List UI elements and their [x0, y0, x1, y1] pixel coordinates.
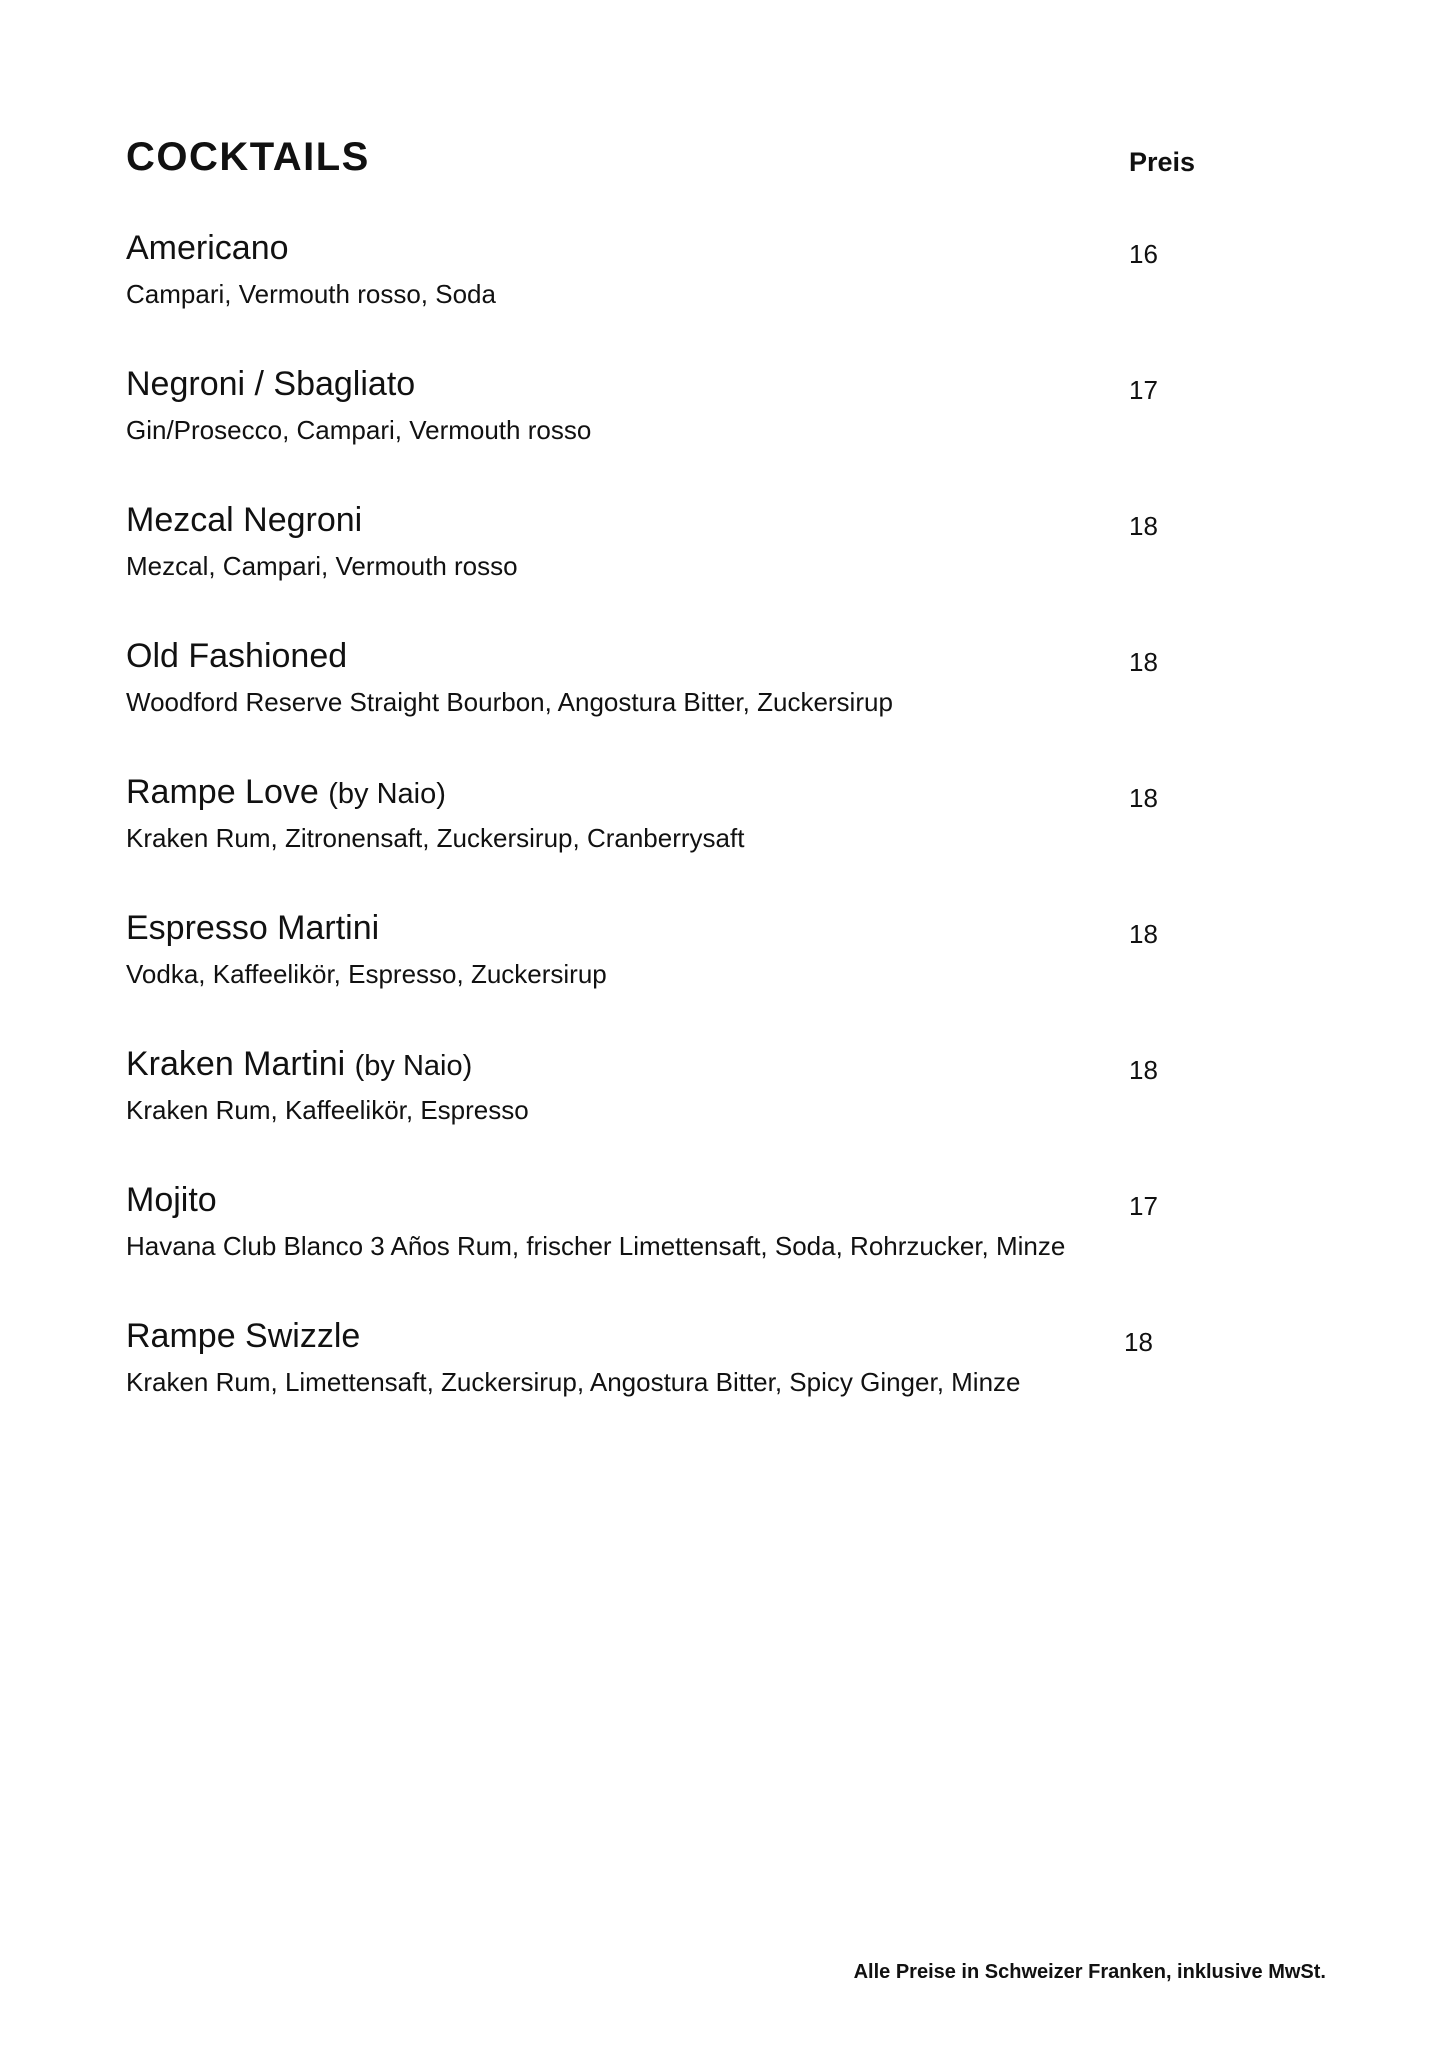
item-description: Kraken Rum, Kaffeelikör, Espresso [126, 1095, 529, 1125]
item-name: Rampe Love (by Naio) [126, 773, 446, 811]
item-name: Mojito [126, 1181, 217, 1219]
item-price: 16 [1129, 239, 1158, 269]
menu-item [126, 635, 1326, 771]
item-price: 18 [1129, 511, 1158, 541]
item-price: 17 [1129, 1191, 1158, 1221]
item-name: Mezcal Negroni [126, 501, 363, 539]
cocktail-list [126, 227, 1326, 1451]
item-price: 17 [1129, 375, 1158, 405]
item-description: Havana Club Blanco 3 Años Rum, frischer Limettensaft, Soda, Rohrzucker, Minze [126, 1231, 1066, 1261]
item-note: (by Naio) [328, 778, 446, 810]
item-name: Rampe Swizzle [126, 1317, 361, 1355]
item-description: Gin/Prosecco, Campari, Vermouth rosso [126, 415, 592, 445]
item-price: 18 [1124, 1327, 1153, 1357]
item-note: (by Naio) [354, 1050, 473, 1082]
item-price: 18 [1129, 1055, 1158, 1085]
item-price: 18 [1129, 647, 1158, 677]
item-name: Kraken Martini (by Naio) [126, 1045, 473, 1083]
price-footnote: Alle Preise in Schweizer Franken, inklusive MwSt. [853, 1961, 1326, 1983]
menu-item [126, 771, 1326, 907]
item-name: Old Fashioned [126, 637, 348, 675]
item-description: Woodford Reserve Straight Bourbon, Angostura Bitter, Zuckersirup [126, 687, 893, 717]
item-name: Negroni / Sbagliato [126, 365, 416, 403]
item-description: Vodka, Kaffeelikör, Espresso, Zuckersirup [126, 959, 607, 989]
item-price: 18 [1129, 919, 1158, 949]
menu-item [126, 363, 1326, 499]
item-description: Kraken Rum, Limettensaft, Zuckersirup, Angostura Bitter, Spicy Ginger, Minze [126, 1367, 1021, 1397]
menu-item [126, 227, 1326, 363]
menu-item [126, 1179, 1326, 1315]
item-description: Mezcal, Campari, Vermouth rosso [126, 551, 518, 581]
menu-item [126, 1043, 1326, 1179]
menu-item [126, 499, 1326, 635]
menu-item [126, 1315, 1326, 1451]
item-name: Americano [126, 229, 289, 267]
item-price: 18 [1129, 783, 1158, 813]
menu-heading: COCKTAILS [126, 135, 370, 179]
price-column-header: Preis [1129, 147, 1196, 177]
item-description: Campari, Vermouth rosso, Soda [126, 279, 496, 309]
menu-item [126, 907, 1326, 1043]
item-description: Kraken Rum, Zitronensaft, Zuckersirup, Cranberrysaft [126, 823, 745, 853]
item-name: Espresso Martini [126, 909, 380, 947]
